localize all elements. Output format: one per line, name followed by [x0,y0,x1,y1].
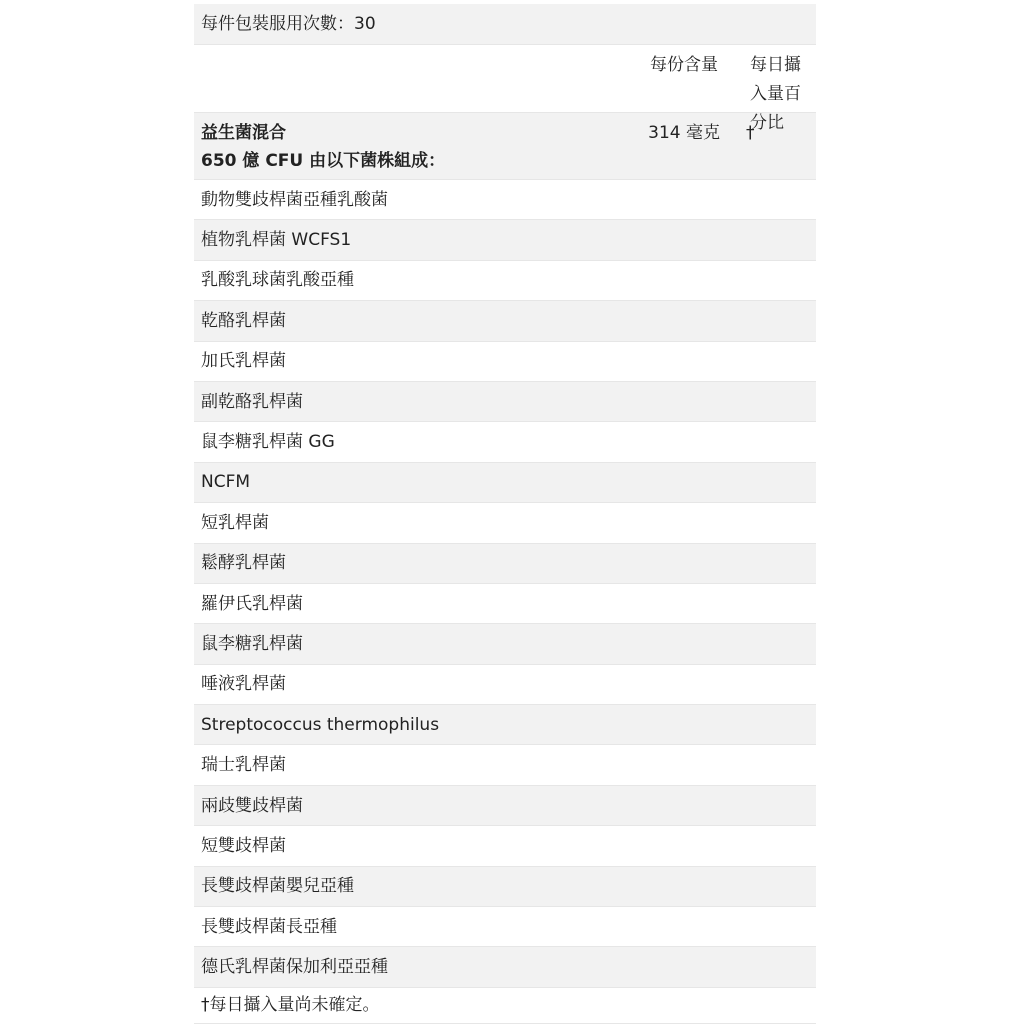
strain-row [194,705,816,745]
header-amount-per-serving: 每份含量 [650,55,718,75]
probiotic-blend-row [194,113,816,180]
strain-name: NCFM [201,472,251,493]
strain-name: 德氏乳桿菌保加利亞亞種 [201,957,388,978]
blend-amount: 314 毫克 [648,123,720,143]
strain-row [194,947,816,987]
strain-name: 動物雙歧桿菌亞種乳酸菌 [201,189,388,210]
strain-name: 植物乳桿菌 WCFS1 [201,230,352,251]
strain-row [194,503,816,543]
strain-row [194,342,816,382]
strain-name: 乾酪乳桿菌 [201,310,286,331]
strain-name: 短雙歧桿菌 [201,835,286,856]
strain-name: 鬆酵乳桿菌 [201,553,286,574]
strain-row [194,544,816,584]
strain-row [194,745,816,785]
blend-daily-value: † [746,123,755,143]
servings-row [194,4,816,45]
footnote-row [194,988,816,1024]
strain-row [194,422,816,462]
strain-name: 羅伊氏乳桿菌 [201,593,303,614]
strain-name: 唾液乳桿菌 [201,674,286,695]
strain-row [194,261,816,301]
strain-row [194,463,816,503]
strain-row [194,907,816,947]
strain-name: 短乳桿菌 [201,512,269,533]
strain-row [194,584,816,624]
strain-row [194,624,816,664]
strain-name: 長雙歧桿菌嬰兒亞種 [201,876,354,897]
header-daily-value: 每日攝入量百分比 [750,55,801,133]
strain-name: 副乾酪乳桿菌 [201,391,303,412]
strain-name: Streptococcus thermophilus [201,714,440,735]
strain-name: 鼠李糖乳桿菌 GG [201,432,335,453]
strain-row [194,220,816,260]
strain-row [194,826,816,866]
strain-row [194,180,816,220]
daily-value-footnote: †每日攝入量尚未確定。 [201,995,380,1016]
strain-name: 加氏乳桿菌 [201,351,286,372]
supplement-facts-table [194,4,816,1024]
strain-row [194,867,816,907]
servings-per-container: 每件包裝服用次數：30 [201,14,376,34]
strain-name: 瑞士乳桿菌 [201,755,286,776]
strain-name: 鼠李糖乳桿菌 [201,633,303,654]
blend-name-cell [194,119,636,175]
strain-row [194,301,816,341]
strain-row [194,786,816,826]
strain-name: 長雙歧桿菌長亞種 [201,916,337,937]
strain-row [194,382,816,422]
blend-description: 650 億 CFU 由以下菌株組成： [201,151,446,171]
strain-row [194,665,816,705]
strain-name: 兩歧雙歧桿菌 [201,795,303,816]
strain-name: 乳酸乳球菌乳酸亞種 [201,270,354,291]
blend-name: 益生菌混合 [201,123,286,143]
